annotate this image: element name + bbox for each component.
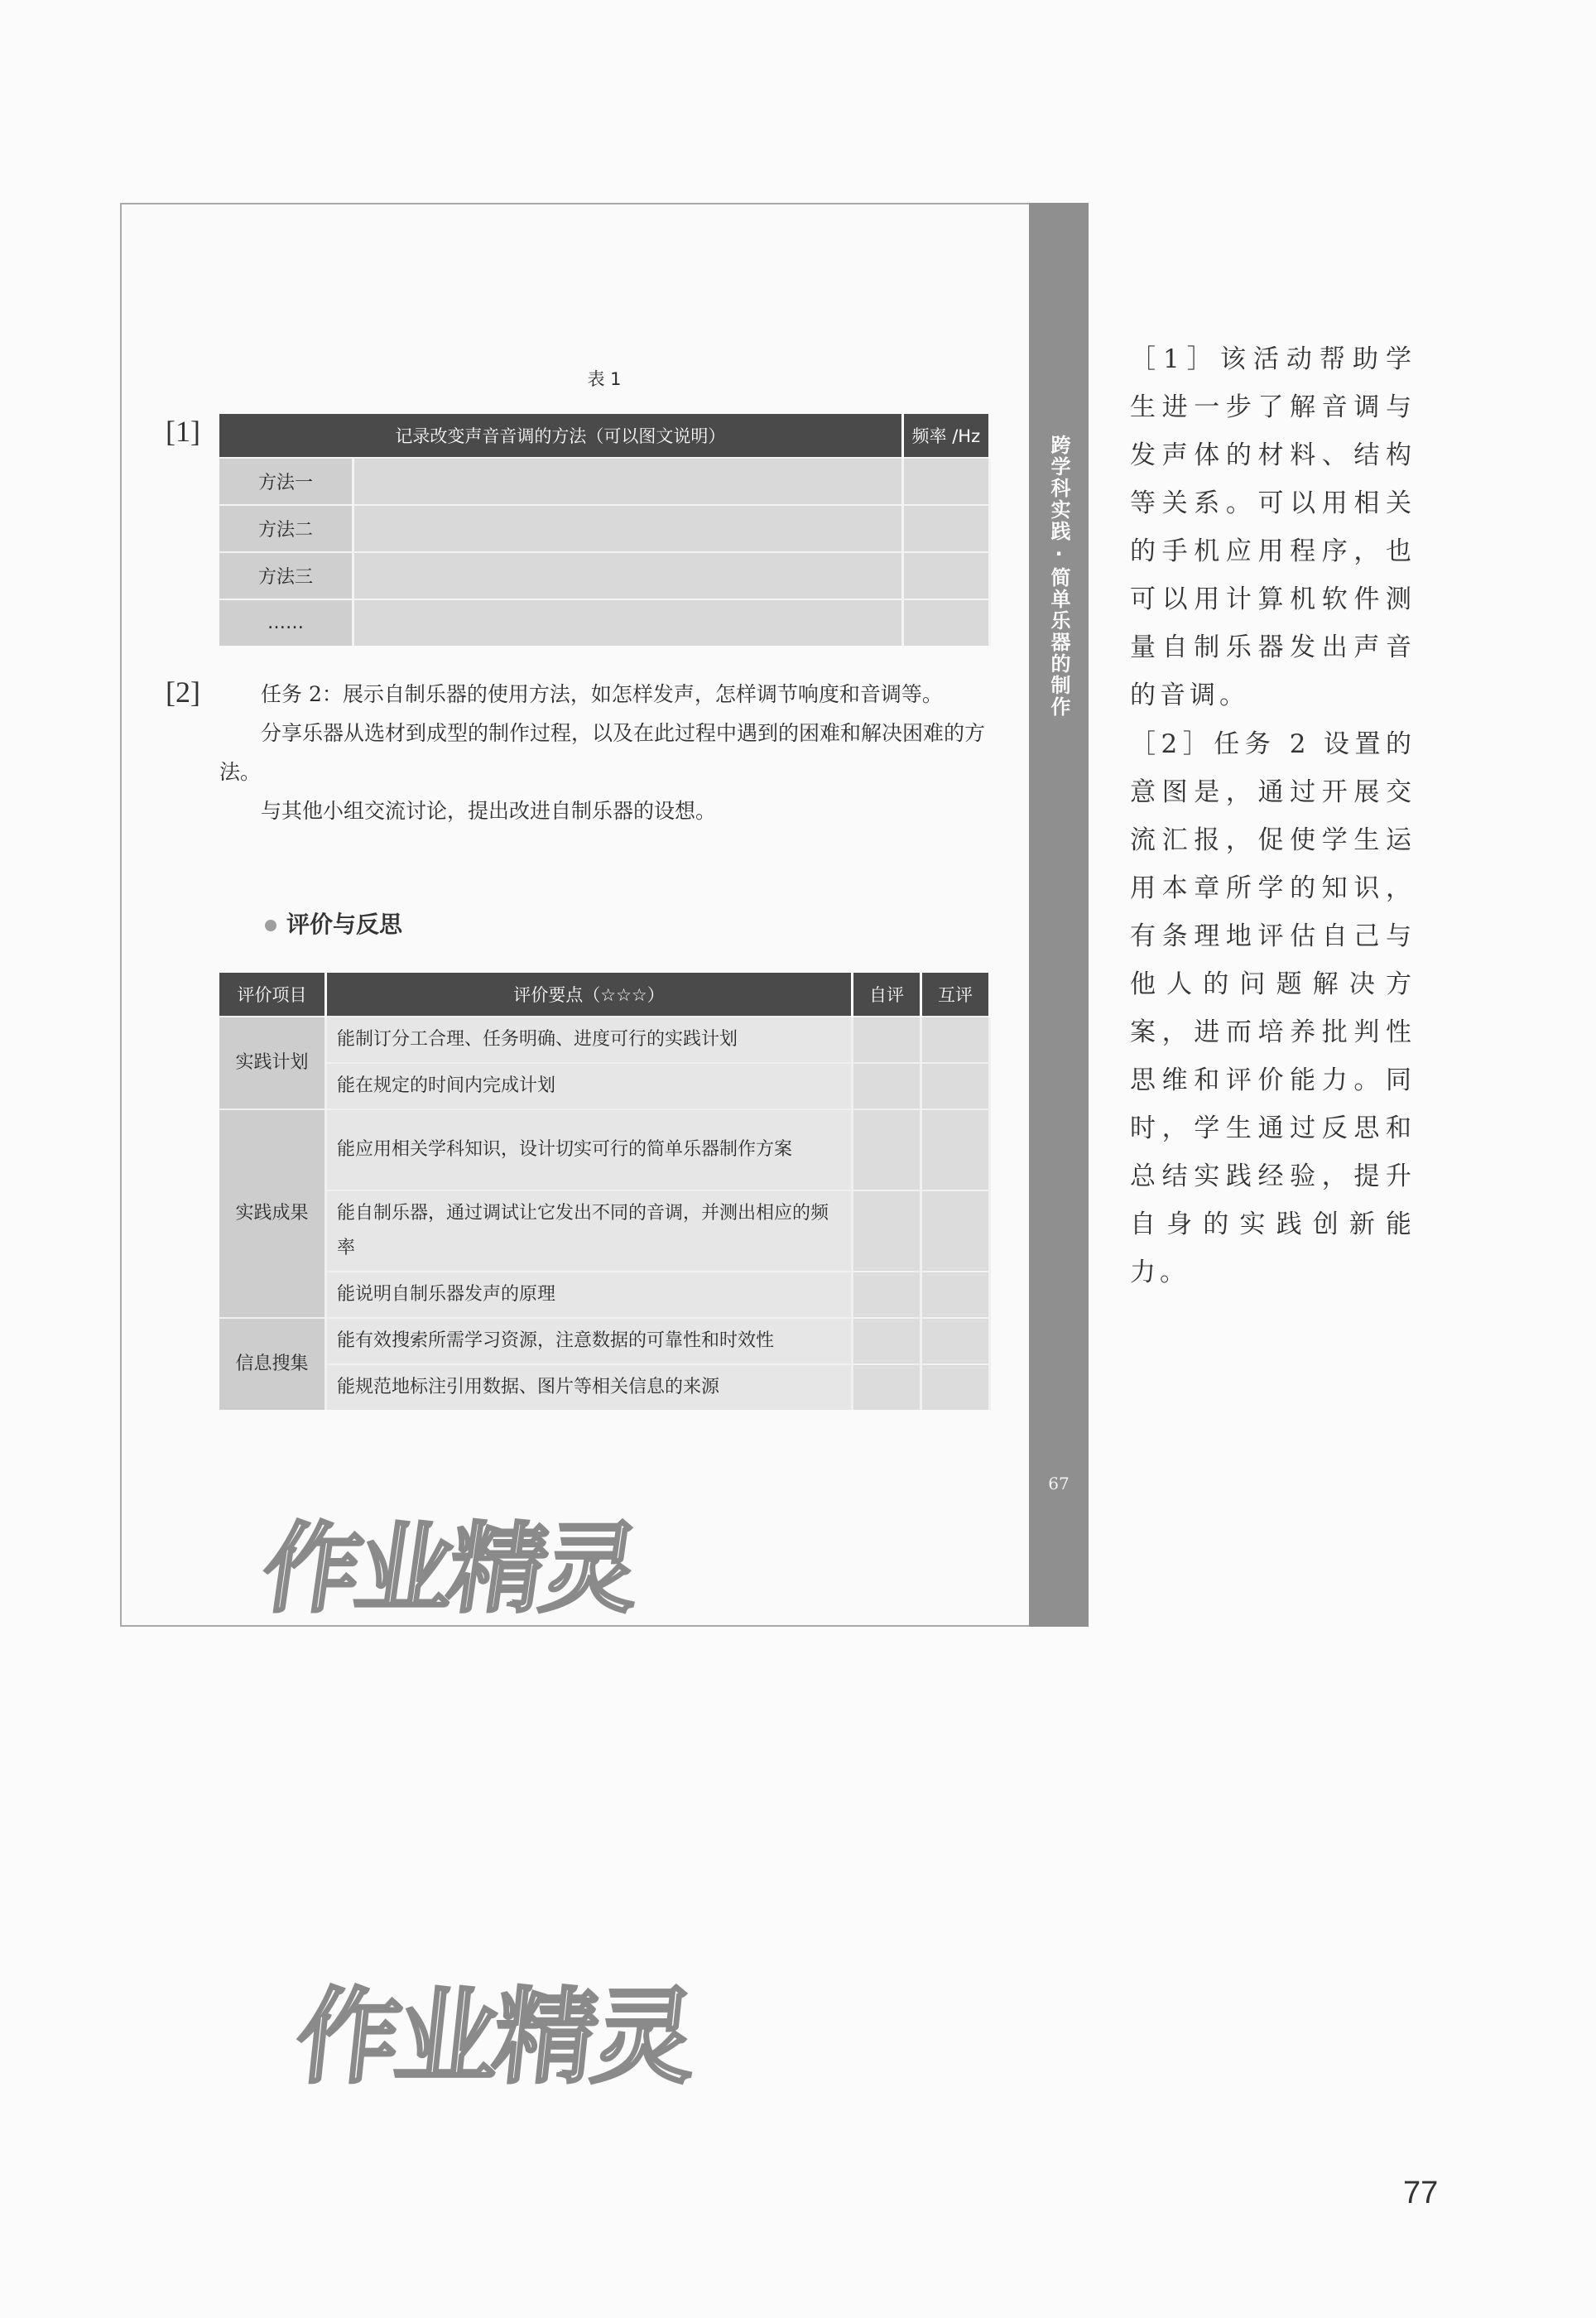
evaluation-point: 能应用相关学科知识，设计切实可行的简单乐器制作方案: [326, 1109, 853, 1190]
table1-row-label: 方法一: [219, 458, 353, 505]
evaluation-table: [219, 973, 991, 1410]
side-chapter-strip: [1029, 203, 1089, 1627]
table2-header-peer: 互评: [921, 973, 990, 1017]
table-row: [219, 1190, 990, 1272]
table2-header-self: 自评: [853, 973, 921, 1017]
task2-text: [219, 675, 993, 830]
table1-header-method: 记录改变声音音调的方法（可以图文说明）: [219, 414, 902, 458]
table2-header-points: 评价要点（☆☆☆）: [326, 973, 853, 1017]
peer-score-cell: [921, 1318, 990, 1364]
table1-method-cell: [353, 458, 903, 505]
evaluation-section-heading: [265, 907, 402, 940]
table1-method-cell: [353, 552, 903, 599]
teacher-note-1: ［1］该活动帮助学生进一步了解音调与发声体的材料、结构等关系。可以用相关的手机应用程序，也可以用计算机软件测量自制乐器发出声音的音调。: [1130, 344, 1416, 710]
table-row: [219, 1318, 990, 1364]
bullet-dot-icon: [265, 920, 276, 931]
table1-frequency-cell: [902, 552, 989, 599]
task2-paragraph: 任务 2：展示自制乐器的使用方法，如怎样发声，怎样调节响度和音调等。: [261, 682, 943, 706]
table-row: [219, 552, 990, 599]
self-score-cell: [853, 1272, 921, 1318]
table1-header-frequency: 频率 /Hz: [902, 414, 989, 458]
self-score-cell: [853, 1063, 921, 1109]
self-score-cell: [853, 1190, 921, 1272]
table-row: [219, 1017, 990, 1063]
table-row: [219, 1272, 990, 1318]
table1-method-cell: [353, 599, 903, 646]
category-cell: 实践计划: [219, 1017, 326, 1109]
table1-row-label: 方法三: [219, 552, 353, 599]
self-score-cell: [853, 1017, 921, 1063]
table2-header-item: 评价项目: [219, 973, 326, 1017]
peer-score-cell: [921, 1272, 990, 1318]
self-score-cell: [853, 1318, 921, 1364]
pitch-methods-table: [219, 414, 991, 646]
table1-frequency-cell: [902, 599, 989, 646]
peer-score-cell: [921, 1017, 990, 1063]
category-cell: 信息搜集: [219, 1318, 326, 1410]
table1-method-cell: [353, 505, 903, 552]
note-marker-1: [1]: [166, 415, 200, 448]
evaluation-point: 能有效搜索所需学习资源，注意数据的可靠性和时效性: [326, 1318, 853, 1364]
task2-paragraph: 与其他小组交流讨论，提出改进自制乐器的设想。: [261, 799, 717, 823]
table-row: [219, 1063, 990, 1109]
table-row: [219, 458, 990, 505]
task2-paragraph: 分享乐器从选材到成型的制作过程，以及在此过程中遇到的困难和解决困难的方法。: [219, 721, 986, 784]
evaluation-point: 能在规定的时间内完成计划: [326, 1063, 853, 1109]
evaluation-point: 能规范地标注引用数据、图片等相关信息的来源: [326, 1364, 853, 1410]
evaluation-point: 能自制乐器，通过调试让它发出不同的音调，并测出相应的频率: [326, 1190, 853, 1272]
self-score-cell: [853, 1364, 921, 1410]
peer-score-cell: [921, 1109, 990, 1190]
evaluation-point: 能制订分工合理、任务明确、进度可行的实践计划: [326, 1017, 853, 1063]
watermark-lower: 作业精灵: [291, 1978, 698, 2098]
page-number: 77: [1403, 2176, 1439, 2210]
side-chapter-title: 跨学科实践·简单乐器的制作: [1047, 435, 1070, 718]
peer-score-cell: [921, 1364, 990, 1410]
table-row: [219, 599, 990, 646]
watermark-upper: 作业精灵: [255, 1512, 643, 1626]
note-marker-2: [2]: [166, 676, 200, 709]
teacher-note-2: ［2］任务 2 设置的意图是，通过开展交流汇报，促使学生运用本章所学的知识，有条理地评估自己与他人的问题解决方案，进而培养批判性思维和评价能力。同时，学生通过反思和总结实践经验，提升自身的实践创新能力。: [1130, 729, 1416, 1287]
category-cell: 实践成果: [219, 1109, 326, 1318]
table-row: [219, 505, 990, 552]
table-row: [219, 1364, 990, 1410]
evaluation-point: 能说明自制乐器发声的原理: [326, 1272, 853, 1318]
self-score-cell: [853, 1109, 921, 1190]
table-row: [219, 1109, 990, 1190]
embedded-page-number: 67: [1048, 1474, 1070, 1493]
peer-score-cell: [921, 1190, 990, 1272]
table1-frequency-cell: [902, 458, 989, 505]
evaluation-heading-text: 评价与反思: [286, 911, 403, 938]
table1-frequency-cell: [902, 505, 989, 552]
table1-caption: 表 1: [587, 369, 622, 389]
table1-row-label: ……: [219, 599, 353, 646]
peer-score-cell: [921, 1063, 990, 1109]
table1-row-label: 方法二: [219, 505, 353, 552]
